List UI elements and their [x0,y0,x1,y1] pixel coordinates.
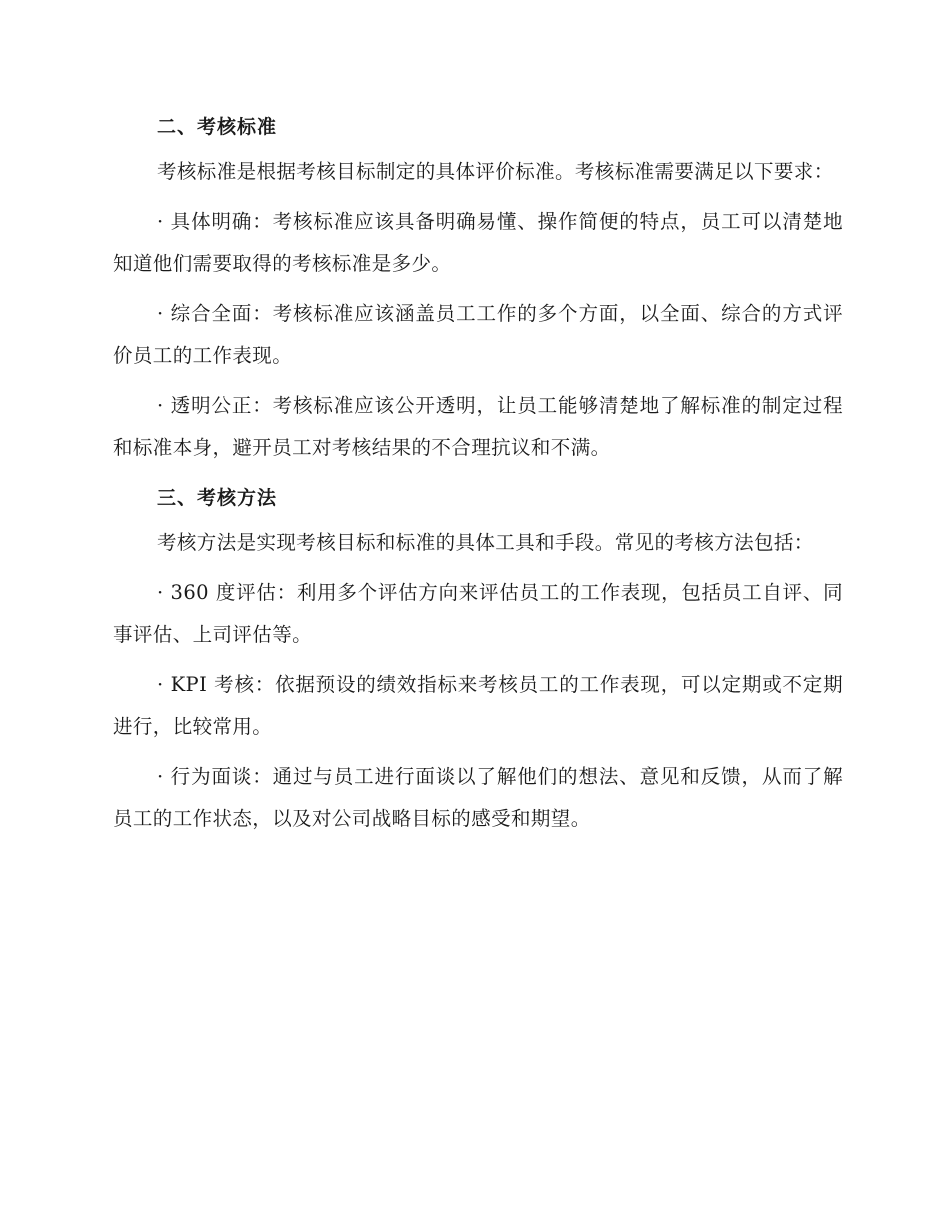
list-item-kpi: · KPI 考核：依据预设的绩效指标来考核员工的工作表现，可以定期或不定期进行，比较常用。 [113,673,843,738]
list-item-360-evaluation: · 360 度评估：利用多个评估方向来评估员工的工作表现，包括员工自评、同事评估、上司评估等。 [113,581,843,646]
section-intro-standards: 考核标准是根据考核目标制定的具体评价标准。考核标准需要满足以下要求： [157,160,834,183]
list-item-comprehensive: · 综合全面：考核标准应该涵盖员工工作的多个方面，以全面、综合的方式评价员工的工作表现。 [113,302,843,367]
document-body [113,106,843,848]
section-intro-methods: 考核方法是实现考核目标和标准的具体工具和手段。常见的考核方法包括： [157,531,814,554]
list-item-transparent-fair: · 透明公正：考核标准应该公开透明，让员工能够清楚地了解标准的制定过程和标准本身，避开员工对考核结果的不合理抗议和不满。 [113,394,843,459]
section-heading-methods: 三、考核方法 [157,487,278,509]
list-item-behavior-interview: · 行为面谈：通过与员工进行面谈以了解他们的想法、意见和反馈，从而了解员工的工作状态，以及对公司战略目标的感受和期望。 [113,765,843,830]
list-item-specific-clear: · 具体明确：考核标准应该具备明确易懂、操作简便的特点，员工可以清楚地知道他们需要取得的考核标准是多少。 [113,210,843,275]
section-heading-standards: 二、考核标准 [157,116,278,138]
